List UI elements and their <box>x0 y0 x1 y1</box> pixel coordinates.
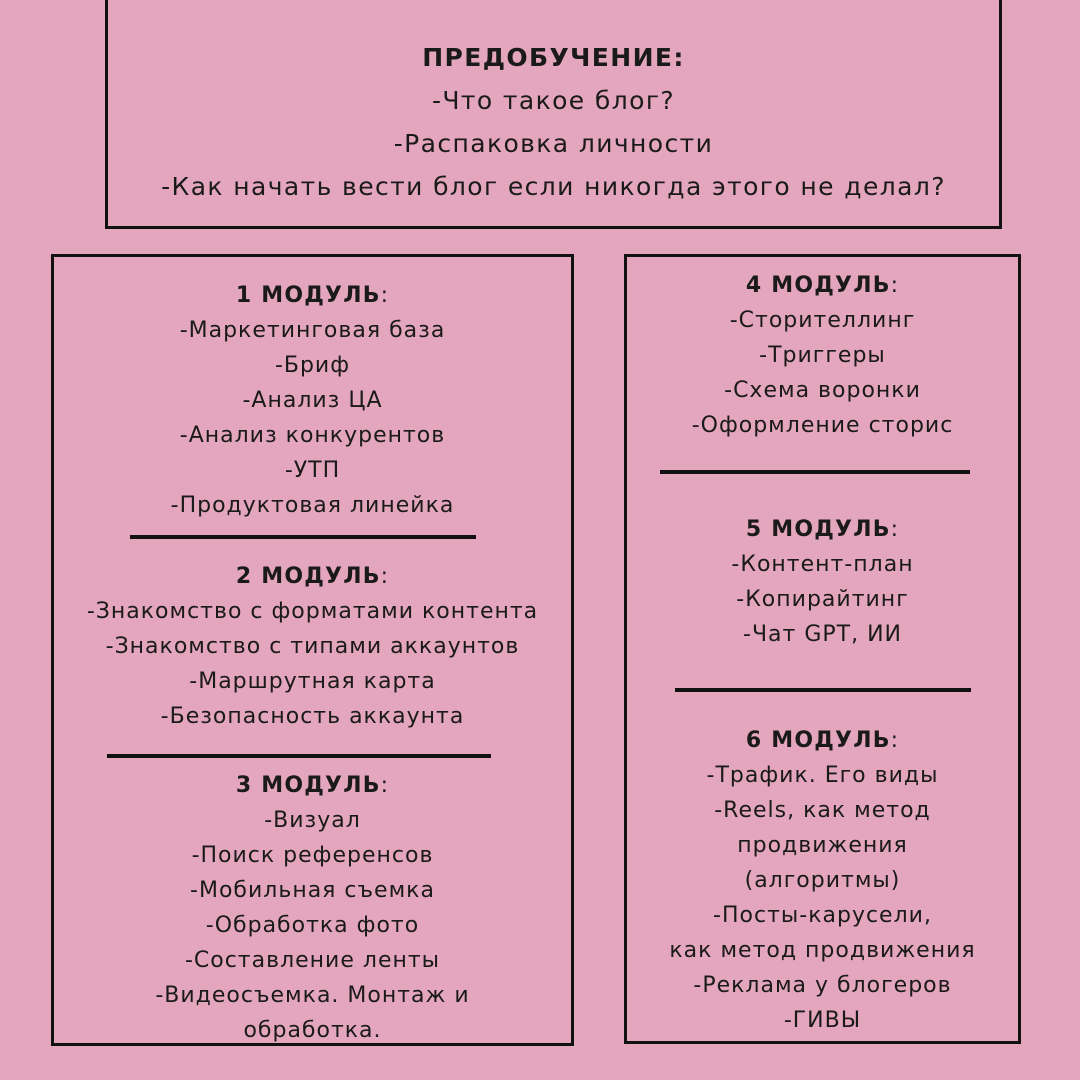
module-5-item: -Контент-план <box>731 552 914 577</box>
module-3-item: -Поиск референсов <box>191 843 434 868</box>
module-2-title: 2 МОДУЛЬ <box>235 564 381 589</box>
module-1-item: -УТП <box>284 458 341 483</box>
intro-item: -Распаковка личности <box>393 129 714 158</box>
module-2-item: -Безопасность аккаунта <box>160 704 465 729</box>
intro-box <box>105 0 1002 229</box>
module-3-item: -Обработка фото <box>205 913 420 938</box>
module-4-item: -Схема воронки <box>724 378 921 403</box>
module-2-item: -Маршрутная карта <box>189 669 436 694</box>
module-4-title: 4 МОДУЛЬ <box>745 273 891 298</box>
divider <box>660 470 970 474</box>
intro-title: ПРЕДОБУЧЕНИЕ: <box>422 43 685 72</box>
module-2-item: -Знакомство с форматами контента <box>86 599 539 624</box>
module-1-item: -Анализ конкурентов <box>179 423 446 448</box>
module-5-item: -Копирайтинг <box>736 587 909 612</box>
divider <box>675 688 971 692</box>
module-6-item: как метод продвижения <box>669 938 976 963</box>
module-3-title: 3 МОДУЛЬ <box>235 773 381 798</box>
module-4-item: -Триггеры <box>759 343 886 368</box>
module-6-item: продвижения <box>737 833 908 858</box>
module-5-item: -Чат GPT, ИИ <box>743 622 902 647</box>
module-3-item: -Мобильная съемка <box>190 878 435 903</box>
module-1-item: -Бриф <box>274 353 351 378</box>
module-3-item: -Визуал <box>264 808 361 833</box>
module-1-heading: 1 МОДУЛЬ: <box>235 283 390 308</box>
module-1-title: 1 МОДУЛЬ <box>235 283 381 308</box>
module-6-title: 6 МОДУЛЬ <box>745 728 891 753</box>
module-1-item: -Анализ ЦА <box>242 388 383 413</box>
module-3-item: -Видеосъемка. Монтаж и <box>155 983 470 1008</box>
divider <box>107 754 491 758</box>
module-6-item: -Реклама у блогеров <box>693 973 952 998</box>
left-column-box <box>51 254 574 1046</box>
module-6-item: -ГИВЫ <box>783 1008 862 1033</box>
module-3-item: -Составление ленты <box>184 948 441 973</box>
module-2-item: -Знакомство с типами аккаунтов <box>105 634 520 659</box>
module-6-heading: 6 МОДУЛЬ: <box>745 728 900 753</box>
module-5-heading: 5 МОДУЛЬ: <box>745 517 900 542</box>
module-5-title: 5 МОДУЛЬ <box>745 517 891 542</box>
module-1-item: -Продуктовая линейка <box>170 493 455 518</box>
module-6-item: (алгоритмы) <box>744 868 901 893</box>
module-3-item: обработка. <box>243 1018 382 1043</box>
right-column-box <box>624 254 1021 1044</box>
module-1-item: -Маркетинговая база <box>179 318 446 343</box>
module-6-item: -Reels, как метод <box>714 798 931 823</box>
module-6-item: -Трафик. Его виды <box>706 763 939 788</box>
module-4-item: -Оформление сторис <box>691 413 954 438</box>
module-3-heading: 3 МОДУЛЬ: <box>235 773 390 798</box>
module-4-heading: 4 МОДУЛЬ: <box>745 273 900 298</box>
module-6-item: -Посты-карусели, <box>713 903 932 928</box>
intro-item: -Что такое блог? <box>431 86 676 115</box>
module-2-heading: 2 МОДУЛЬ: <box>235 564 390 589</box>
intro-item: -Как начать вести блог если никогда этого не делал? <box>161 172 946 201</box>
module-4-item: -Сторителлинг <box>729 308 916 333</box>
divider <box>130 535 476 539</box>
